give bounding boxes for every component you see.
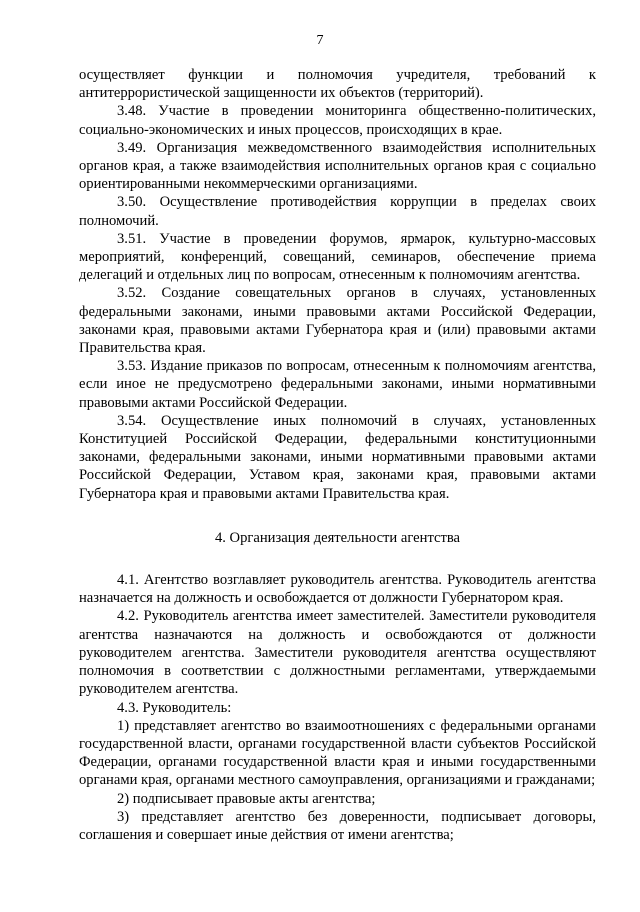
list-item-2: 2) подписывает правовые акты агентства; [117,790,376,807]
paragraph-3-50: 3.50. Осуществление противодействия коррупции в пределах своих полномочий. [79,194,596,229]
paragraph-3-48: 3.48. Участие в проведении мониторинга общественно-политических, социально-экономических и иных процессов, происходящих в крае. [79,103,596,138]
paragraph-3-53: 3.53. Издание приказов по вопросам, отнесенным к полномочиям агентства, если иное не предусмотрено федеральными законами, иными нормативными правовыми актами Российской Федерации. [79,358,596,411]
paragraph-3-51: 3.51. Участие в проведении форумов, ярмарок, культурно-массовых мероприятий, конференций, совещаний, семинаров, обеспечение приема делегаций и отдельных лиц по вопросам, отнесенным к полномочиям агентства. [79,230,596,284]
paragraph-3-49: 3.49. Организация межведомственного взаимодействия исполнительных органов края, а также взаимодействия исполнительных органов края с социально ориентированными некоммерческими организациями. [79,139,596,193]
paragraph-3-54: 3.54. Осуществление иных полномочий в случаях, установленных Конституцией Российской Федерации, федеральными конституционными законами, федеральными законами, иными нормативными правовыми актами Российской Федерации, Уставом края, законами края, правовыми актами Губернатора края и правовыми актами Правительства края. [79,412,596,502]
paragraph-4-1: 4.1. Агентство возглавляет руководитель агентства. Руководитель агентства назначается на должность и освобождается от должности Губернатором края. [79,572,596,607]
list-item-1: 1) представляет агентство во взаимоотношениях с федеральными органами государственной власти, органами государственной власти субъектов Российской Федерации, органами государственной власти края и иными государственными органами края, органами местного самоуправления, организациями и гражданами; [79,717,596,789]
document-body [79,66,596,844]
section-4-heading: 4. Организация деятельности агентства [214,529,461,546]
page-number: 7 [316,33,324,48]
paragraph-3-52: 3.52. Создание совещательных органов в случаях, установленных федеральными законами, иными правовыми актами Российской Федерации, законами края, правовыми актами Губернатора края и (или) правовыми актами Правительства края. [79,285,596,357]
paragraph-4-3: 4.3. Руководитель: [117,699,232,716]
list-item-3: 3) представляет агентство без доверенности, подписывает договоры, соглашения и совершает иные действия от имени агентства; [79,808,596,843]
paragraph-4-2: 4.2. Руководитель агентства имеет заместителей. Заместители руководителя агентства назначаются на должность и освобождаются от должности руководителем агентства. Заместители руководителя агентства осуществляют полномочия в соответствии с должностными регламентами, утверждаемыми руководителем агентства. [79,608,596,698]
paragraph-3-47-tail: осуществляет функции и полномочия учредителя, требований к антитеррористической защищенности их объектов (территорий). [79,67,596,102]
